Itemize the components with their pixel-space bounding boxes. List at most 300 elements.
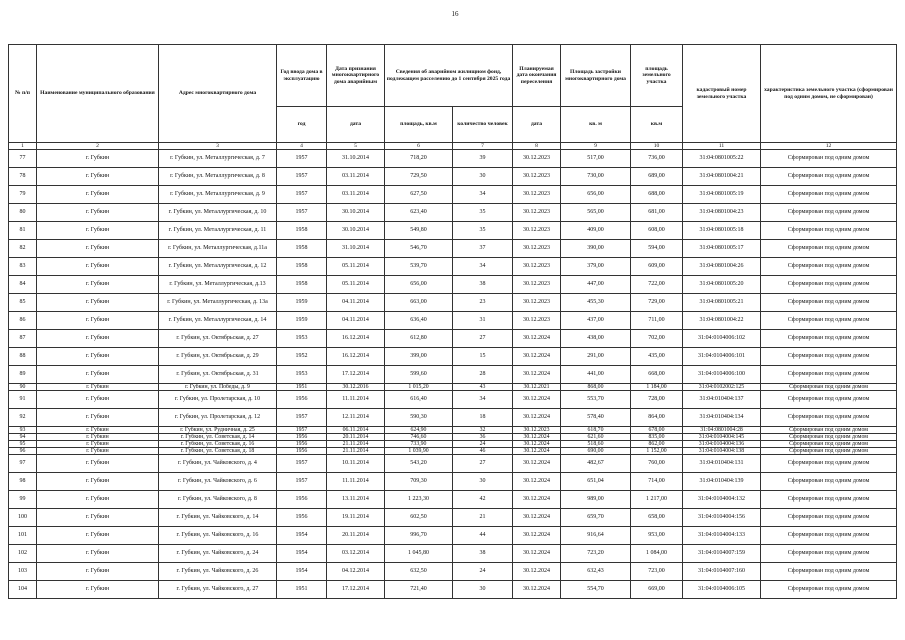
- subheader-area: площадь, кв.м: [385, 107, 453, 143]
- table-row: [9, 384, 897, 391]
- address-cell: г. Губкин, ул. Металлургическая, д. 14: [159, 312, 277, 330]
- land-area-cell: 1 217,00: [631, 491, 683, 509]
- planned-date-cell: 30.12.2021: [513, 384, 561, 391]
- municipality-cell: г. Губкин: [37, 391, 159, 409]
- build-area-cell: 989,00: [561, 491, 631, 509]
- cadastral-cell: 31:04:0801004:23: [683, 204, 761, 222]
- recognition-date-cell: 11.11.2014: [327, 473, 385, 491]
- year-cell: 1956: [277, 391, 327, 409]
- build-area-cell: 437,00: [561, 312, 631, 330]
- recognition-date-cell: 16.12.2014: [327, 348, 385, 366]
- table-row: [9, 312, 897, 330]
- recognition-date-cell: 21.11.2014: [327, 448, 385, 455]
- address-cell: г. Губкин, ул. Металлургическая, д. 9: [159, 186, 277, 204]
- municipality-cell: г. Губкин: [37, 168, 159, 186]
- area-cell: 721,40: [385, 581, 453, 599]
- build-area-cell: 438,00: [561, 330, 631, 348]
- year-cell: 1956: [277, 441, 327, 448]
- land-char-cell: Сформирован под одним домом: [761, 409, 897, 427]
- cadastral-cell: 31:04:0104006:102: [683, 330, 761, 348]
- people-cell: 34: [453, 391, 513, 409]
- address-cell: г. Губкин, ул. Советская, д. 14: [159, 434, 277, 441]
- row-number: 101: [9, 527, 37, 545]
- recognition-date-cell: 30.12.2016: [327, 384, 385, 391]
- land-area-cell: 702,00: [631, 330, 683, 348]
- address-cell: г. Губкин, ул. Металлургическая, д.11а: [159, 240, 277, 258]
- cadastral-cell: 31:04:0801004:21: [683, 168, 761, 186]
- subheader-date: дата: [327, 107, 385, 143]
- year-cell: 1959: [277, 312, 327, 330]
- land-area-cell: 435,00: [631, 348, 683, 366]
- recognition-date-cell: 21.11.2014: [327, 441, 385, 448]
- column-index-cell: 3: [159, 143, 277, 150]
- area-cell: 746,60: [385, 434, 453, 441]
- municipality-cell: г. Губкин: [37, 527, 159, 545]
- build-area-cell: 482,67: [561, 455, 631, 473]
- land-area-cell: 669,00: [631, 581, 683, 599]
- build-area-cell: 447,00: [561, 276, 631, 294]
- cadastral-cell: 31:04:0104004:132: [683, 491, 761, 509]
- area-cell: 543,20: [385, 455, 453, 473]
- people-cell: 37: [453, 240, 513, 258]
- address-cell: г. Губкин, ул. Советская, д. 18: [159, 448, 277, 455]
- land-char-cell: Сформирован под одним домом: [761, 434, 897, 441]
- build-area-cell: 455,30: [561, 294, 631, 312]
- cadastral-cell: 31:04:0104004:145: [683, 434, 761, 441]
- municipality-cell: г. Губкин: [37, 455, 159, 473]
- land-area-cell: 609,00: [631, 258, 683, 276]
- area-cell: 539,70: [385, 258, 453, 276]
- column-index-cell: 12: [761, 143, 897, 150]
- table-body: [9, 150, 897, 599]
- area-cell: 632,50: [385, 563, 453, 581]
- year-cell: 1956: [277, 509, 327, 527]
- build-area-cell: 409,00: [561, 222, 631, 240]
- municipality-cell: г. Губкин: [37, 563, 159, 581]
- row-number: 77: [9, 150, 37, 168]
- recognition-date-cell: 19.11.2014: [327, 509, 385, 527]
- cadastral-cell: 31:04:0801005:19: [683, 186, 761, 204]
- area-cell: 1 015,20: [385, 384, 453, 391]
- address-cell: г. Губкин, ул. Победы, д. 9: [159, 384, 277, 391]
- build-area-cell: 291,00: [561, 348, 631, 366]
- row-number: 82: [9, 240, 37, 258]
- address-cell: г. Губкин, ул. Металлургическая, д. 8: [159, 168, 277, 186]
- row-number: 97: [9, 455, 37, 473]
- row-number: 102: [9, 545, 37, 563]
- municipality-cell: г. Губкин: [37, 491, 159, 509]
- cadastral-cell: 31:04:0104004:156: [683, 509, 761, 527]
- land-area-cell: 658,00: [631, 509, 683, 527]
- address-cell: г. Губкин, ул. Пролетарская, д. 10: [159, 391, 277, 409]
- row-number: 89: [9, 366, 37, 384]
- cadastral-cell: 31:04:0104004:133: [683, 527, 761, 545]
- address-cell: г. Губкин, ул. Чайковского, д. 16: [159, 527, 277, 545]
- people-cell: 24: [453, 563, 513, 581]
- header-recognition-date: Дата признания многоквартирного дома аварийным: [327, 45, 385, 107]
- planned-date-cell: 30.12.2023: [513, 186, 561, 204]
- municipality-cell: г. Губкин: [37, 448, 159, 455]
- municipality-cell: г. Губкин: [37, 186, 159, 204]
- table-row: [9, 448, 897, 455]
- emergency-housing-table: [8, 44, 897, 599]
- address-cell: г. Губкин, ул. Чайковского, д. 14: [159, 509, 277, 527]
- municipality-cell: г. Губкин: [37, 545, 159, 563]
- build-area-cell: 690,00: [561, 448, 631, 455]
- build-area-cell: 553,70: [561, 391, 631, 409]
- cadastral-cell: 31:04:0104004:138: [683, 448, 761, 455]
- municipality-cell: г. Губкин: [37, 222, 159, 240]
- recognition-date-cell: 11.11.2014: [327, 391, 385, 409]
- row-number: 91: [9, 391, 37, 409]
- people-cell: 36: [453, 434, 513, 441]
- column-index-cell: 6: [385, 143, 453, 150]
- land-char-cell: Сформирован под одним домом: [761, 455, 897, 473]
- land-char-cell: Сформирован под одним домом: [761, 581, 897, 599]
- recognition-date-cell: 13.11.2014: [327, 491, 385, 509]
- planned-date-cell: 30.12.2023: [513, 222, 561, 240]
- people-cell: 24: [453, 441, 513, 448]
- row-number: 78: [9, 168, 37, 186]
- subheader-year: год: [277, 107, 327, 143]
- address-cell: г. Губкин, ул. Чайковского, д. 24: [159, 545, 277, 563]
- planned-date-cell: 30.12.2023: [513, 204, 561, 222]
- row-number: 86: [9, 312, 37, 330]
- people-cell: 46: [453, 448, 513, 455]
- land-char-cell: Сформирован под одним домом: [761, 563, 897, 581]
- land-area-cell: 688,00: [631, 186, 683, 204]
- area-cell: 590,30: [385, 409, 453, 427]
- land-char-cell: Сформирован под одним домом: [761, 276, 897, 294]
- area-cell: 624,90: [385, 427, 453, 434]
- year-cell: 1957: [277, 455, 327, 473]
- table-row: [9, 473, 897, 491]
- header-land-char: характеристика земельного участка (сформирован под одним домом, не сформирован): [761, 45, 897, 143]
- municipality-cell: г. Губкин: [37, 427, 159, 434]
- build-area-cell: 578,40: [561, 409, 631, 427]
- area-cell: 616,40: [385, 391, 453, 409]
- row-number: 98: [9, 473, 37, 491]
- build-area-cell: 554,70: [561, 581, 631, 599]
- recognition-date-cell: 04.12.2014: [327, 563, 385, 581]
- municipality-cell: г. Губкин: [37, 204, 159, 222]
- area-cell: 663,00: [385, 294, 453, 312]
- table-row: [9, 581, 897, 599]
- column-index-cell: 2: [37, 143, 159, 150]
- cadastral-cell: 31:04:0801004:22: [683, 312, 761, 330]
- address-cell: г. Губкин, ул. Металлургическая, д. 13а: [159, 294, 277, 312]
- cadastral-cell: 31:04:0801005:20: [683, 276, 761, 294]
- year-cell: 1957: [277, 168, 327, 186]
- year-cell: 1957: [277, 204, 327, 222]
- recognition-date-cell: 03.11.2014: [327, 168, 385, 186]
- row-number: 85: [9, 294, 37, 312]
- people-cell: 31: [453, 312, 513, 330]
- address-cell: г. Губкин, ул. Октябрьская, д. 27: [159, 330, 277, 348]
- build-area-cell: 868,00: [561, 384, 631, 391]
- address-cell: г. Губкин, ул. Чайковского, д. 27: [159, 581, 277, 599]
- header-address: Адрес многоквартирного дома: [159, 45, 277, 143]
- table-row: [9, 527, 897, 545]
- land-char-cell: Сформирован под одним домом: [761, 222, 897, 240]
- area-cell: 636,40: [385, 312, 453, 330]
- land-area-cell: 678,00: [631, 427, 683, 434]
- row-number: 79: [9, 186, 37, 204]
- recognition-date-cell: 30.10.2014: [327, 222, 385, 240]
- cadastral-cell: 31:04:0104006:105: [683, 581, 761, 599]
- cadastral-cell: 31:04:0104004:136: [683, 441, 761, 448]
- row-number: 87: [9, 330, 37, 348]
- planned-date-cell: 30.12.2024: [513, 455, 561, 473]
- cadastral-cell: 31:04:0104006:101: [683, 348, 761, 366]
- column-index-cell: 1: [9, 143, 37, 150]
- planned-date-cell: 30.12.2024: [513, 330, 561, 348]
- table-row: [9, 276, 897, 294]
- table-row: [9, 434, 897, 441]
- people-cell: 42: [453, 491, 513, 509]
- area-cell: 399,00: [385, 348, 453, 366]
- municipality-cell: г. Губкин: [37, 441, 159, 448]
- land-char-cell: Сформирован под одним домом: [761, 491, 897, 509]
- year-cell: 1957: [277, 473, 327, 491]
- planned-date-cell: 30.12.2023: [513, 168, 561, 186]
- land-char-cell: Сформирован под одним домом: [761, 473, 897, 491]
- address-cell: г. Губкин, ул. Октябрьская, д. 29: [159, 348, 277, 366]
- table-row: [9, 204, 897, 222]
- planned-date-cell: 30.12.2024: [513, 441, 561, 448]
- row-number: 100: [9, 509, 37, 527]
- year-cell: 1954: [277, 545, 327, 563]
- land-char-cell: Сформирован под одним домом: [761, 448, 897, 455]
- recognition-date-cell: 04.11.2014: [327, 294, 385, 312]
- cadastral-cell: 31:04:0801005:21: [683, 294, 761, 312]
- row-number: 92: [9, 409, 37, 427]
- cadastral-cell: 31:04:0104006:100: [683, 366, 761, 384]
- year-cell: 1959: [277, 294, 327, 312]
- build-area-cell: 565,00: [561, 204, 631, 222]
- planned-date-cell: 30.12.2024: [513, 509, 561, 527]
- header-year-built: Год ввода дома в эксплуатацию: [277, 45, 327, 107]
- build-area-cell: 379,00: [561, 258, 631, 276]
- people-cell: 44: [453, 527, 513, 545]
- land-area-cell: 608,00: [631, 222, 683, 240]
- recognition-date-cell: 31.10.2014: [327, 240, 385, 258]
- municipality-cell: г. Губкин: [37, 312, 159, 330]
- column-index-cell: 11: [683, 143, 761, 150]
- people-cell: 38: [453, 545, 513, 563]
- build-area-cell: 632,43: [561, 563, 631, 581]
- row-number: 96: [9, 448, 37, 455]
- build-area-cell: 659,70: [561, 509, 631, 527]
- address-cell: г. Губкин, ул. Чайковского, д. 4: [159, 455, 277, 473]
- build-area-cell: 518,60: [561, 441, 631, 448]
- year-cell: 1957: [277, 186, 327, 204]
- table-row: [9, 427, 897, 434]
- municipality-cell: г. Губкин: [37, 258, 159, 276]
- column-index-row: [9, 143, 897, 150]
- land-area-cell: 835,00: [631, 434, 683, 441]
- people-cell: 30: [453, 168, 513, 186]
- subheader-build-unit: кв. м: [561, 107, 631, 143]
- recognition-date-cell: 31.10.2014: [327, 150, 385, 168]
- people-cell: 21: [453, 509, 513, 527]
- area-cell: 996,70: [385, 527, 453, 545]
- row-number: 103: [9, 563, 37, 581]
- year-cell: 1958: [277, 240, 327, 258]
- land-char-cell: Сформирован под одним домом: [761, 384, 897, 391]
- year-cell: 1958: [277, 258, 327, 276]
- address-cell: г. Губкин, ул. Чайковского, д. 8: [159, 491, 277, 509]
- planned-date-cell: 30.12.2024: [513, 391, 561, 409]
- land-char-cell: Сформирован под одним домом: [761, 258, 897, 276]
- address-cell: г. Губкин, ул. Металлургическая, д. 7: [159, 150, 277, 168]
- planned-date-cell: 30.12.2024: [513, 366, 561, 384]
- row-number: 90: [9, 384, 37, 391]
- municipality-cell: г. Губкин: [37, 434, 159, 441]
- people-cell: 18: [453, 409, 513, 427]
- land-area-cell: 722,00: [631, 276, 683, 294]
- people-cell: 30: [453, 473, 513, 491]
- address-cell: г. Губкин, ул. Металлургическая, д. 12: [159, 258, 277, 276]
- land-char-cell: Сформирован под одним домом: [761, 509, 897, 527]
- year-cell: 1952: [277, 348, 327, 366]
- planned-date-cell: 30.12.2024: [513, 448, 561, 455]
- table-row: [9, 491, 897, 509]
- table-row: [9, 441, 897, 448]
- land-area-cell: 714,00: [631, 473, 683, 491]
- land-char-cell: Сформирован под одним домом: [761, 441, 897, 448]
- land-area-cell: 723,00: [631, 563, 683, 581]
- area-cell: 1 039,90: [385, 448, 453, 455]
- column-index-cell: 9: [561, 143, 631, 150]
- planned-date-cell: 30.12.2023: [513, 294, 561, 312]
- column-index-cell: 5: [327, 143, 385, 150]
- recognition-date-cell: 30.10.2014: [327, 204, 385, 222]
- year-cell: 1957: [277, 409, 327, 427]
- cadastral-cell: 31:04:010404:139: [683, 473, 761, 491]
- land-area-cell: 729,00: [631, 294, 683, 312]
- land-char-cell: Сформирован под одним домом: [761, 204, 897, 222]
- planned-date-cell: 30.12.2023: [513, 427, 561, 434]
- address-cell: г. Губкин, ул. Советская, д. 16: [159, 441, 277, 448]
- build-area-cell: 656,00: [561, 186, 631, 204]
- year-cell: 1951: [277, 581, 327, 599]
- people-cell: 32: [453, 427, 513, 434]
- recognition-date-cell: 04.11.2014: [327, 312, 385, 330]
- land-char-cell: Сформирован под одним домом: [761, 312, 897, 330]
- row-number: 99: [9, 491, 37, 509]
- land-area-cell: 1 152,00: [631, 448, 683, 455]
- area-cell: 718,20: [385, 150, 453, 168]
- subheader-people: количество человек: [453, 107, 513, 143]
- planned-date-cell: 30.12.2024: [513, 409, 561, 427]
- planned-date-cell: 30.12.2024: [513, 545, 561, 563]
- cadastral-cell: 31:04:010404:131: [683, 455, 761, 473]
- build-area-cell: 723,20: [561, 545, 631, 563]
- people-cell: 15: [453, 348, 513, 366]
- people-cell: 23: [453, 294, 513, 312]
- cadastral-cell: 31:04:010404:137: [683, 391, 761, 409]
- municipality-cell: г. Губкин: [37, 330, 159, 348]
- recognition-date-cell: 03.12.2014: [327, 545, 385, 563]
- build-area-cell: 916,64: [561, 527, 631, 545]
- people-cell: 27: [453, 330, 513, 348]
- planned-date-cell: 30.12.2023: [513, 150, 561, 168]
- subheader-planned-date: дата: [513, 107, 561, 143]
- table-row: [9, 509, 897, 527]
- build-area-cell: 517,00: [561, 150, 631, 168]
- land-char-cell: Сформирован под одним домом: [761, 427, 897, 434]
- row-number: 93: [9, 427, 37, 434]
- land-area-cell: 736,00: [631, 150, 683, 168]
- address-cell: г. Губкин, ул. Рудничная, д. 25: [159, 427, 277, 434]
- recognition-date-cell: 10.11.2014: [327, 455, 385, 473]
- cadastral-cell: 31:04:0801005:22: [683, 150, 761, 168]
- cadastral-cell: 31:04:0801004:26: [683, 258, 761, 276]
- land-area-cell: 1 084,00: [631, 545, 683, 563]
- table-row: [9, 168, 897, 186]
- header-planned-date: Планируемая дата окончания переселения: [513, 45, 561, 107]
- land-char-cell: Сформирован под одним домом: [761, 168, 897, 186]
- recognition-date-cell: 16.12.2014: [327, 330, 385, 348]
- recognition-date-cell: 17.12.2014: [327, 581, 385, 599]
- land-char-cell: Сформирован под одним домом: [761, 527, 897, 545]
- planned-date-cell: 30.12.2024: [513, 491, 561, 509]
- year-cell: 1956: [277, 491, 327, 509]
- land-char-cell: Сформирован под одним домом: [761, 330, 897, 348]
- recognition-date-cell: 03.11.2014: [327, 186, 385, 204]
- planned-date-cell: 30.12.2023: [513, 276, 561, 294]
- table-row: [9, 455, 897, 473]
- cadastral-cell: 31:04:0801005:17: [683, 240, 761, 258]
- address-cell: г. Губкин, ул. Металлургическая, д. 10: [159, 204, 277, 222]
- year-cell: 1957: [277, 150, 327, 168]
- area-cell: 656,00: [385, 276, 453, 294]
- column-index-cell: 8: [513, 143, 561, 150]
- land-char-cell: Сформирован под одним домом: [761, 294, 897, 312]
- subheader-land-unit: кв.м: [631, 107, 683, 143]
- municipality-cell: г. Губкин: [37, 409, 159, 427]
- municipality-cell: г. Губкин: [37, 240, 159, 258]
- year-cell: 1958: [277, 276, 327, 294]
- land-area-cell: 953,00: [631, 527, 683, 545]
- land-char-cell: Сформирован под одним домом: [761, 348, 897, 366]
- land-area-cell: 594,00: [631, 240, 683, 258]
- table-row: [9, 366, 897, 384]
- land-area-cell: 1 184,00: [631, 384, 683, 391]
- cadastral-cell: 31:04:010404:134: [683, 409, 761, 427]
- cadastral-cell: 31:04:0104007:159: [683, 545, 761, 563]
- header-build-area: Площадь застройки многоквартирного дома: [561, 45, 631, 107]
- land-char-cell: Сформирован под одним домом: [761, 545, 897, 563]
- area-cell: 627,50: [385, 186, 453, 204]
- land-char-cell: Сформирован под одним домом: [761, 150, 897, 168]
- people-cell: 39: [453, 150, 513, 168]
- address-cell: г. Губкин, ул. Металлургическая, д. 11: [159, 222, 277, 240]
- address-cell: г. Губкин, ул. Чайковского, д. 6: [159, 473, 277, 491]
- people-cell: 43: [453, 384, 513, 391]
- recognition-date-cell: 12.11.2014: [327, 409, 385, 427]
- table-row: [9, 330, 897, 348]
- address-cell: г. Губкин, ул. Металлургическая, д.13: [159, 276, 277, 294]
- planned-date-cell: 30.12.2023: [513, 258, 561, 276]
- year-cell: 1957: [277, 427, 327, 434]
- municipality-cell: г. Губкин: [37, 473, 159, 491]
- area-cell: 599,60: [385, 366, 453, 384]
- row-number: 95: [9, 441, 37, 448]
- table-row: [9, 409, 897, 427]
- municipality-cell: г. Губкин: [37, 150, 159, 168]
